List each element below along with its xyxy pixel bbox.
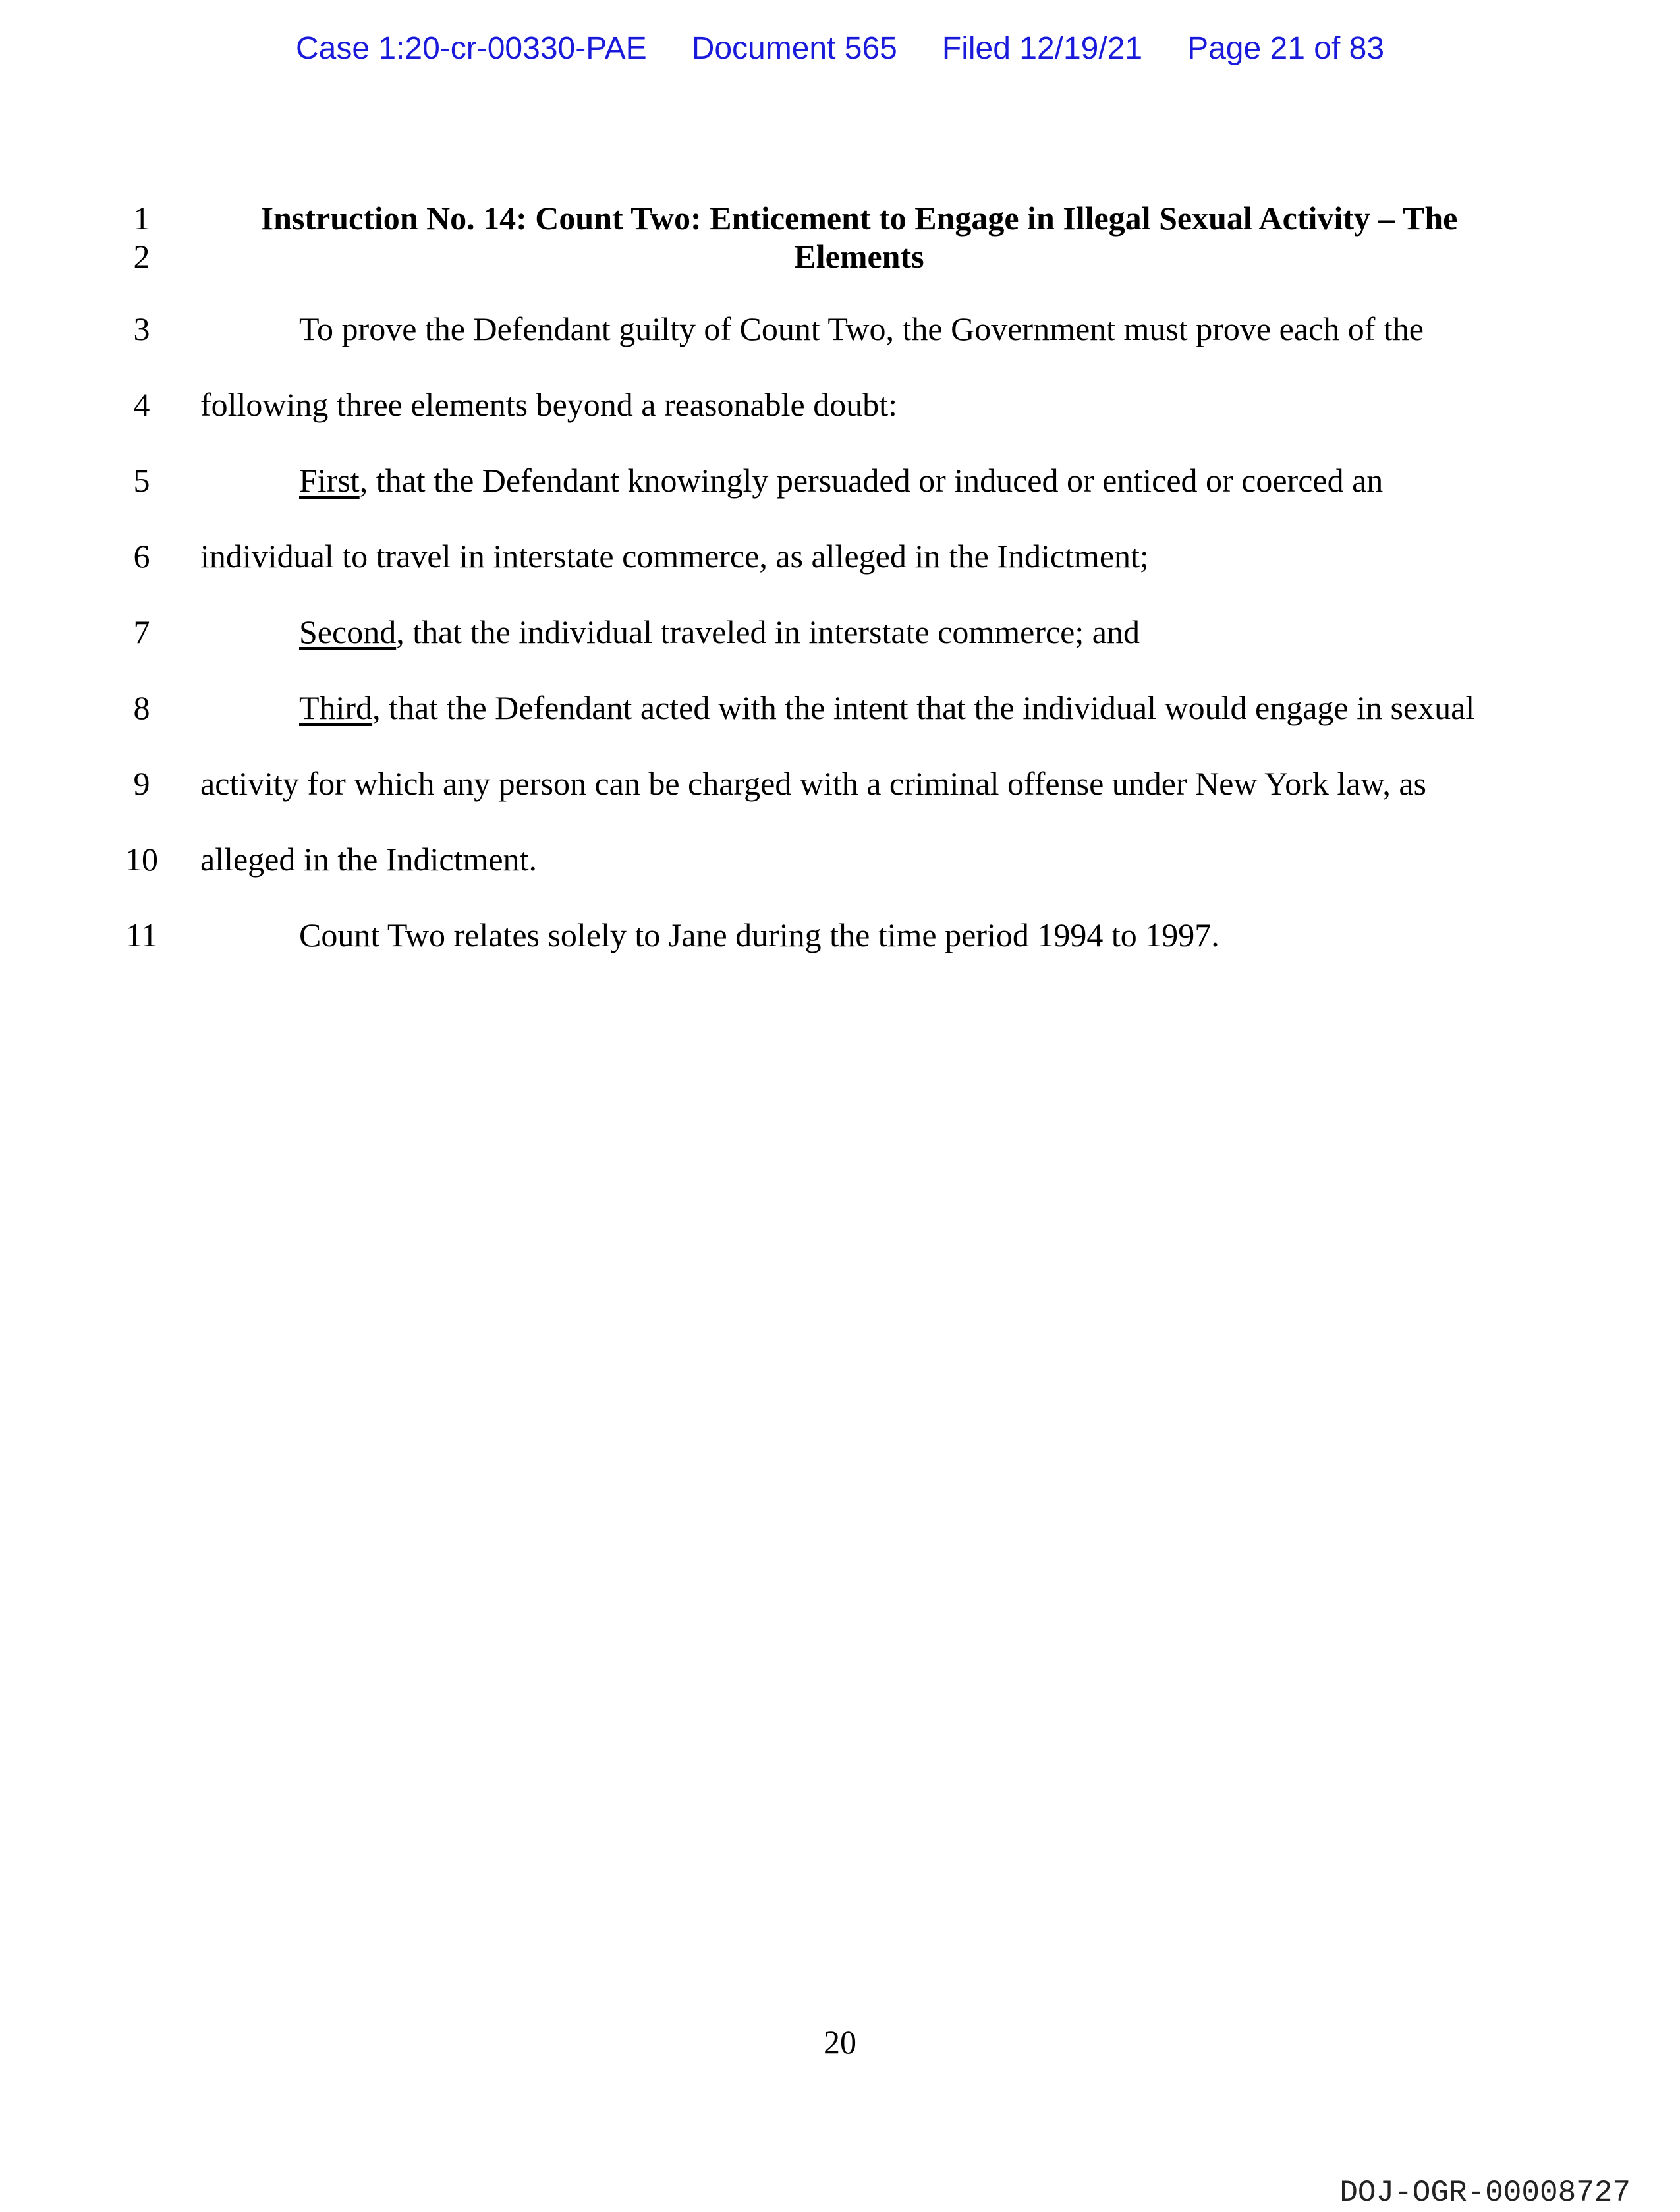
page-count: Page 21 of 83 [1187,31,1385,66]
line-number: 5 [133,462,150,499]
body-line: , that the individual traveled in interstate commerce; and [396,613,1140,650]
element-label: Second [299,613,397,650]
bates-number: DOJ-OGR-00008727 [1339,2176,1631,2210]
element-third [299,689,1474,727]
body-line: activity for which any person can be charged with a criminal offense under New York law, as [200,765,1427,802]
body-line: , that the Defendant acted with the intent that the individual would engage in sexual [372,689,1475,726]
page-number: 20 [824,2024,856,2060]
body-line: To prove the Defendant guilty of Count Two, the Government must prove each of the [299,310,1424,347]
body-line: following three elements beyond a reasonable doubt: [200,386,898,423]
body-line: alleged in the Indictment. [200,841,537,878]
body-line: individual to travel in interstate commerce, as alleged in the Indictment; [200,538,1149,575]
line-number: 10 [125,841,158,878]
case-number: Case 1:20-cr-00330-PAE [295,31,647,66]
body-line: , that the Defendant knowingly persuaded or induced or enticed or coerced an [359,462,1384,499]
line-number: 6 [133,538,150,575]
element-second [299,613,1140,651]
element-first [299,461,1383,499]
element-label: First [299,462,360,499]
line-number: 2 [133,238,150,275]
line-number: 11 [125,917,158,953]
line-number: 4 [133,386,150,423]
line-number: 1 [133,200,150,237]
element-label: Third [299,689,373,726]
case-header [0,30,1680,67]
body-line: Count Two relates solely to Jane during the time period 1994 to 1997. [299,917,1219,953]
filed-date: Filed 12/19/21 [941,31,1143,66]
instruction-title-continued: Elements [794,238,924,275]
line-number: 8 [133,689,150,726]
line-number: 9 [133,765,150,802]
line-number: 7 [133,613,150,650]
document-number: Document 565 [691,31,897,66]
line-number: 3 [133,310,150,347]
instruction-title: Instruction No. 14: Count Two: Enticement to Engage in Illegal Sexual Activity – The [260,200,1458,237]
